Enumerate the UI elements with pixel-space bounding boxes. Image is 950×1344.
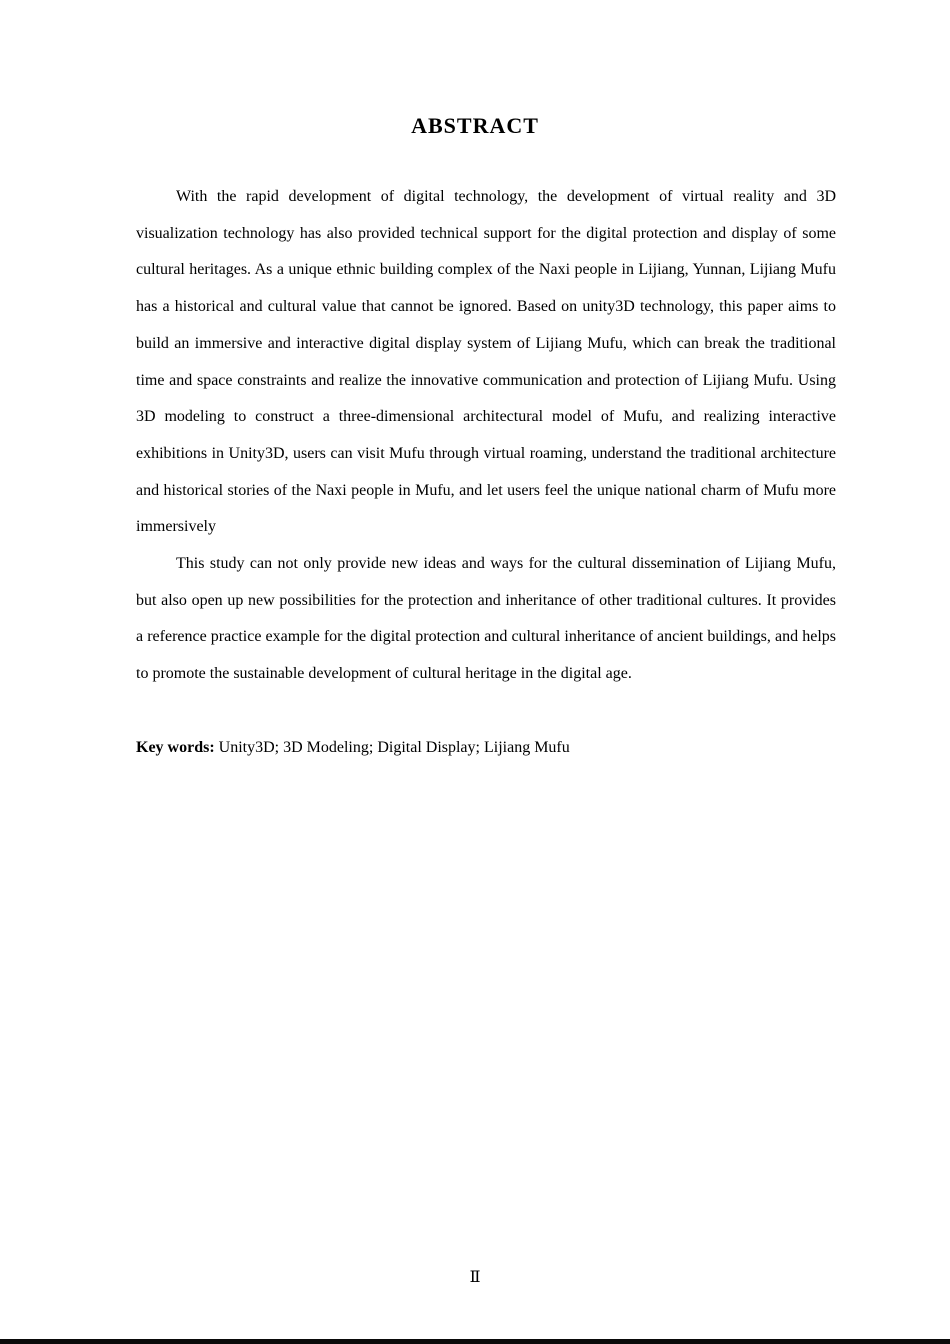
keywords-label: Key words: [136,738,215,756]
keywords-text: Unity3D; 3D Modeling; Digital Display; Lijiang Mufu [218,738,570,756]
page-title: ABSTRACT [411,113,539,138]
page-bottom-edge [0,1339,950,1344]
abstract-paragraph-2: This study can not only provide new ideas and ways for the cultural dissemination of Lijiang Mufu, but also open up new possibilities for the protection and inheritance of other traditional cultures. It provides a reference practice example for the digital protection and cultural inheritance of ancient buildings, and helps to promote the sustainable development of cultural heritage in the digital age. [136,555,836,683]
page-number: Ⅱ [469,1269,481,1286]
keywords-line [136,730,836,767]
abstract-body [0,179,950,767]
abstract-paragraph-1: With the rapid development of digital technology, the development of virtual reality and 3D visualization technology has also provided technical support for the digital protection and display of some cultural heritages. As a unique ethnic building complex of the Naxi people in Lijiang, Yunnan, Lijiang Mufu has a historical and cultural value that cannot be ignored. Based on unity3D technology, this paper aims to build an immersive and interactive digital display system of Lijiang Mufu, which can break the traditional time and space constraints and realize the innovative communication and protection of Lijiang Mufu. Using 3D modeling to construct a three-dimensional architectural model of Mufu, and realizing interactive exhibitions in Unity3D, users can visit Mufu through virtual roaming, understand the traditional architecture and historical stories of the Naxi people in Mufu, and let users feel the unique national charm of Mufu more immersively [136,188,836,536]
